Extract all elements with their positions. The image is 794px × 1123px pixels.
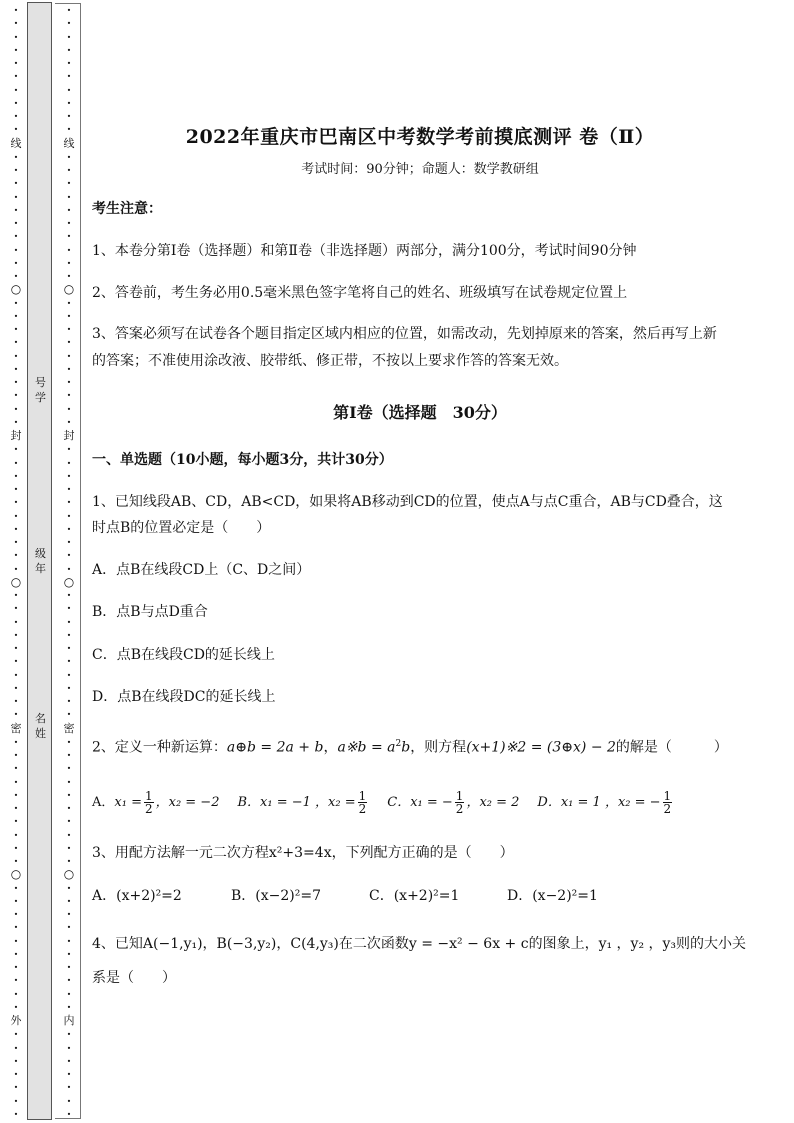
dot-icon: · — [66, 414, 72, 429]
dot-icon: · — [66, 627, 72, 642]
dot-icon: · — [66, 748, 72, 762]
dot-icon: · — [13, 229, 19, 244]
dot-icon: · — [66, 734, 72, 749]
dot-icon: · — [66, 761, 72, 776]
q2-b-fraction — [358, 790, 368, 815]
dot-icon: · — [13, 122, 19, 137]
dot-icon: · — [66, 176, 72, 191]
dot-icon: · — [13, 1067, 19, 1081]
dot-icon: · — [66, 999, 72, 1014]
q2-option-b — [237, 789, 369, 816]
q2-option-c — [387, 789, 520, 816]
dot-icon: · — [66, 933, 72, 948]
dot-icon: · — [66, 601, 72, 616]
circle-marker-icon: ○ — [10, 574, 22, 589]
dot-icon: · — [13, 1040, 19, 1055]
dot-icon: · — [66, 109, 72, 123]
dot-icon: · — [13, 1106, 19, 1121]
notice-item-2: 2、答卷前，考生务必用0.5毫米黑色签字笔将自己的姓名、班级填写在试卷规定位置上 — [92, 285, 628, 301]
q2-option-d — [537, 789, 674, 816]
dot-icon: · — [66, 960, 72, 974]
dot-icon: · — [66, 482, 72, 496]
dot-icon: · — [13, 1027, 19, 1042]
part1-title: 第Ⅰ卷（选择题 30分） — [333, 403, 507, 422]
dot-icon: · — [13, 680, 19, 695]
q3-option-d: D．(x−2)²=1 — [507, 888, 598, 904]
dot-icon: · — [66, 694, 72, 708]
dot-icon: · — [66, 56, 72, 70]
dot-icon: · — [66, 707, 72, 722]
dot-icon: · — [66, 1067, 72, 1081]
dot-icon: · — [66, 1040, 72, 1055]
circle-marker-icon: ○ — [63, 867, 75, 882]
dot-icon: · — [13, 986, 19, 1001]
dot-icon: · — [66, 521, 72, 536]
dot-icon: · — [66, 16, 72, 31]
dot-icon: · — [13, 588, 19, 602]
dot-icon: · — [66, 442, 72, 457]
dot-icon: · — [66, 680, 72, 695]
binding-strip — [27, 2, 52, 1120]
dot-icon: · — [13, 907, 19, 921]
cut-line-marker: 密 — [63, 721, 75, 735]
cut-line-marker: 封 — [10, 429, 22, 442]
dot-icon: · — [66, 854, 72, 868]
q2-d-text: D．x₁ = 1 ，x₂ = − — [537, 795, 661, 810]
q2-op2-sup: 2 — [395, 739, 402, 749]
dot-icon: · — [13, 16, 19, 31]
q2-a-num: 1 — [144, 789, 153, 803]
dot-icon: · — [66, 907, 72, 921]
cut-line-marker: 线 — [63, 136, 75, 150]
dot-icon: · — [66, 1080, 72, 1095]
dot-icon: · — [66, 508, 72, 523]
dot-icon: · — [13, 535, 19, 549]
dot-icon: · — [66, 375, 72, 389]
dot-icon: · — [13, 335, 19, 350]
cut-line-marker: 线 — [10, 136, 22, 150]
dot-icon: · — [66, 216, 72, 230]
dot-icon: · — [66, 189, 72, 204]
dot-icon: · — [13, 667, 19, 682]
dot-icon: · — [66, 986, 72, 1001]
dot-icon: · — [66, 614, 72, 629]
q2-stem-suffix: 的解是（ ） — [615, 739, 728, 756]
dot-icon: · — [66, 667, 72, 682]
q1-stem-line1: 1、已知线段AB、CD，AB<CD，如果将AB移动到CD的位置，使点A与点C重合，AB与CD叠合，这 — [92, 494, 723, 510]
dot-icon: · — [66, 801, 72, 815]
q2-b-den: 2 — [358, 802, 367, 816]
dot-icon: · — [66, 122, 72, 137]
q2-sep: ， — [323, 739, 338, 756]
q2-op2-left: a※b = a — [337, 739, 396, 756]
dot-icon: · — [13, 960, 19, 974]
dot-icon: · — [66, 774, 72, 789]
dot-icon: · — [66, 95, 72, 110]
dot-icon: · — [13, 401, 19, 416]
notice-item-1: 1、本卷分第Ⅰ卷（选择题）和第Ⅱ卷（非选择题）两部分，满分100分，考试时间90分钟 — [92, 243, 637, 259]
dot-icon: · — [13, 375, 19, 389]
dot-icon: · — [13, 56, 19, 70]
q2-d-num: 1 — [663, 789, 672, 803]
dot-icon: · — [13, 189, 19, 204]
dot-icon: · — [13, 269, 19, 283]
dot-icon: · — [66, 388, 72, 403]
dot-icon: · — [66, 535, 72, 549]
q1-option-c: C．点B在线段CD的延长线上 — [92, 647, 275, 663]
field-label-student-id: 号 学 — [35, 376, 46, 404]
dot-icon: · — [13, 508, 19, 523]
dot-icon: · — [13, 202, 19, 217]
dot-icon: · — [66, 202, 72, 217]
dot-icon: · — [66, 973, 72, 988]
dot-icon: · — [13, 442, 19, 457]
dot-icon: · — [13, 109, 19, 123]
dot-icon: · — [13, 748, 19, 762]
q2-option-a — [92, 789, 220, 816]
dot-icon: · — [66, 840, 72, 855]
q2-c-num: 1 — [455, 789, 464, 803]
dot-icon: · — [66, 29, 72, 44]
q3-option-c: C．(x+2)²=1 — [369, 888, 460, 904]
dot-icon: · — [13, 322, 19, 336]
dot-icon: · — [13, 149, 19, 164]
dot-icon: · — [66, 814, 72, 829]
q2-a-fraction — [144, 790, 154, 815]
dot-icon: · — [13, 455, 19, 470]
notice-item-3-line1: 3、答案必须写在试卷各个题目指定区域内相应的位置，如需改动，先划掉原来的答案，然后再写上新 — [92, 326, 717, 342]
dot-icon: · — [13, 774, 19, 789]
q2-op2-right: b — [401, 739, 411, 756]
dot-icon: · — [13, 69, 19, 84]
cut-line-marker: 外 — [10, 1014, 22, 1027]
dot-icon: · — [13, 295, 19, 310]
q1-option-b: B．点B与点D重合 — [92, 604, 208, 620]
dot-icon: · — [13, 694, 19, 708]
field-label-grade: 级 年 — [35, 547, 46, 575]
circle-marker-icon: ○ — [10, 282, 22, 297]
dot-icon: · — [13, 734, 19, 749]
dot-icon: · — [13, 801, 19, 815]
circle-marker-icon: ○ — [63, 574, 75, 589]
dot-icon: · — [13, 495, 19, 510]
dot-icon: · — [13, 348, 19, 363]
q2-d-den: 2 — [663, 802, 672, 816]
q2-b-text: B．x₁ = −1 ，x₂ = — [237, 795, 356, 810]
section-heading: 一、单选题（10小题，每小题3分，共计30分） — [92, 452, 393, 468]
page-title: 2022年重庆市巴南区中考数学考前摸底测评 卷（Ⅱ） — [185, 126, 655, 148]
dot-icon: · — [13, 216, 19, 230]
q2-op1: a⊕b = 2a + b — [226, 739, 324, 756]
dot-icon: · — [13, 840, 19, 855]
notice-heading: 考生注意： — [92, 201, 162, 217]
dot-icon: · — [13, 561, 19, 576]
q4-stem-line1: 4、已知A(−1,y₁)，B(−3,y₂)，C(4,y₃)在二次函数y = −x² − 6x + c的图象上，y₁ ，y₂ ，y₃则的大小关 — [92, 936, 747, 952]
q2-a-den: 2 — [144, 802, 153, 816]
dot-icon: · — [13, 654, 19, 669]
q2-d-fraction — [663, 790, 673, 815]
dot-icon: · — [13, 787, 19, 802]
exam-subtitle: 考试时间：90分钟；命题人：数学教研组 — [301, 162, 539, 177]
q2-stem-prefix: 2、定义一种新运算： — [92, 739, 227, 756]
dot-icon: · — [66, 163, 72, 177]
dot-icon: · — [66, 827, 72, 842]
q1-option-d: D．点B在线段DC的延长线上 — [92, 689, 276, 705]
dot-icon: · — [66, 548, 72, 563]
dot-icon: · — [13, 361, 19, 376]
dot-icon: · — [66, 308, 72, 323]
dot-icon: · — [13, 946, 19, 961]
dot-icon: · — [66, 269, 72, 283]
dot-icon: · — [13, 1093, 19, 1108]
q2-a-label: A． — [92, 795, 115, 810]
q1-stem-line2: 时点B的位置必定是（ ） — [92, 520, 271, 536]
dot-icon: · — [66, 348, 72, 363]
circle-marker-icon: ○ — [63, 282, 75, 297]
dot-icon: · — [66, 880, 72, 895]
dot-icon: · — [66, 920, 72, 935]
dot-icon: · — [66, 641, 72, 655]
q2-c-fraction — [455, 790, 465, 815]
dot-icon: · — [13, 627, 19, 642]
dot-icon: · — [66, 1053, 72, 1068]
dot-icon: · — [13, 614, 19, 629]
q2-stem — [92, 734, 728, 759]
dot-icon: · — [66, 242, 72, 257]
dot-icon: · — [66, 295, 72, 310]
dot-icon: · — [13, 641, 19, 655]
q1-option-a: A．点B在线段CD上（C、D之间） — [92, 562, 311, 578]
dot-icon: · — [13, 854, 19, 868]
dot-icon: · — [66, 654, 72, 669]
dot-icon: · — [66, 255, 72, 270]
cut-line-marker: 密 — [10, 721, 22, 735]
cut-line-marker: 封 — [63, 429, 75, 442]
dot-icon: · — [13, 468, 19, 483]
q3-option-a: A．(x+2)²=2 — [92, 888, 182, 904]
q2-c-text: C．x₁ = − — [387, 795, 453, 810]
dot-icon: · — [66, 82, 72, 97]
dot-icon: · — [66, 455, 72, 470]
dot-icon: · — [66, 401, 72, 416]
notice-item-3-line2: 的答案；不准使用涂改液、胶带纸、修正带，不按以上要求作答的答案无效。 — [92, 353, 568, 369]
dot-icon: · — [66, 1106, 72, 1121]
dot-icon: · — [66, 361, 72, 376]
q2-stem-mid: ，则方程 — [410, 739, 467, 756]
dot-icon: · — [66, 322, 72, 336]
dot-icon: · — [66, 42, 72, 57]
dot-icon: · — [13, 707, 19, 722]
dot-icon: · — [13, 548, 19, 563]
dot-icon: · — [13, 893, 19, 908]
dot-icon: · — [13, 601, 19, 616]
dot-icon: · — [66, 335, 72, 350]
q3-option-b: B．(x−2)²=7 — [231, 888, 321, 904]
dot-icon: · — [13, 920, 19, 935]
dot-icon: · — [13, 521, 19, 536]
cut-line-marker: 内 — [63, 1014, 75, 1027]
dot-icon: · — [13, 933, 19, 948]
dot-icon: · — [66, 588, 72, 602]
dot-icon: · — [13, 414, 19, 429]
dot-icon: · — [13, 973, 19, 988]
dot-icon: · — [66, 561, 72, 576]
q2-c-x2: ，x₂ = 2 — [466, 795, 520, 810]
q2-a-x1: x₁ = — [114, 795, 142, 810]
dot-icon: · — [13, 29, 19, 44]
dot-icon: · — [13, 761, 19, 776]
circle-marker-icon: ○ — [10, 867, 22, 882]
q4-stem-line2: 系是（ ） — [92, 970, 176, 986]
dot-icon: · — [13, 388, 19, 403]
dot-icon: · — [66, 893, 72, 908]
dot-icon: · — [66, 787, 72, 802]
dot-icon: · — [13, 827, 19, 842]
dot-icon: · — [13, 880, 19, 895]
dot-icon: · — [13, 176, 19, 191]
q3-stem: 3、用配方法解一元二次方程x²+3=4x，下列配方正确的是（ ） — [92, 845, 514, 861]
dot-icon: · — [13, 999, 19, 1014]
dot-icon: · — [13, 163, 19, 177]
dot-icon: · — [13, 3, 19, 17]
field-label-name: 名 姓 — [35, 712, 46, 740]
dot-icon: · — [66, 946, 72, 961]
dot-icon: · — [13, 42, 19, 57]
dot-icon: · — [66, 69, 72, 84]
dot-icon: · — [13, 814, 19, 829]
dot-icon: · — [66, 229, 72, 244]
q2-a-x2: ，x₂ = −2 — [155, 795, 220, 810]
dot-icon: · — [13, 308, 19, 323]
left-dotted-cut-line — [9, 4, 23, 1120]
dot-icon: · — [13, 255, 19, 270]
dot-icon: · — [13, 82, 19, 97]
dot-icon: · — [66, 3, 72, 17]
dot-icon: · — [66, 1093, 72, 1108]
dot-icon: · — [66, 495, 72, 510]
q2-options — [92, 790, 674, 815]
q2-c-den: 2 — [455, 802, 464, 816]
dot-icon: · — [13, 1080, 19, 1095]
q2-b-num: 1 — [358, 789, 367, 803]
dot-icon: · — [66, 468, 72, 483]
dot-icon: · — [13, 1053, 19, 1068]
dot-icon: · — [13, 242, 19, 257]
binding-bracket — [55, 3, 81, 1119]
q2-equation: (x+1)※2 = (3⊕x) − 2 — [466, 739, 616, 756]
dot-icon: · — [13, 95, 19, 110]
dot-icon: · — [66, 1027, 72, 1042]
dot-icon: · — [66, 149, 72, 164]
dot-icon: · — [13, 482, 19, 496]
